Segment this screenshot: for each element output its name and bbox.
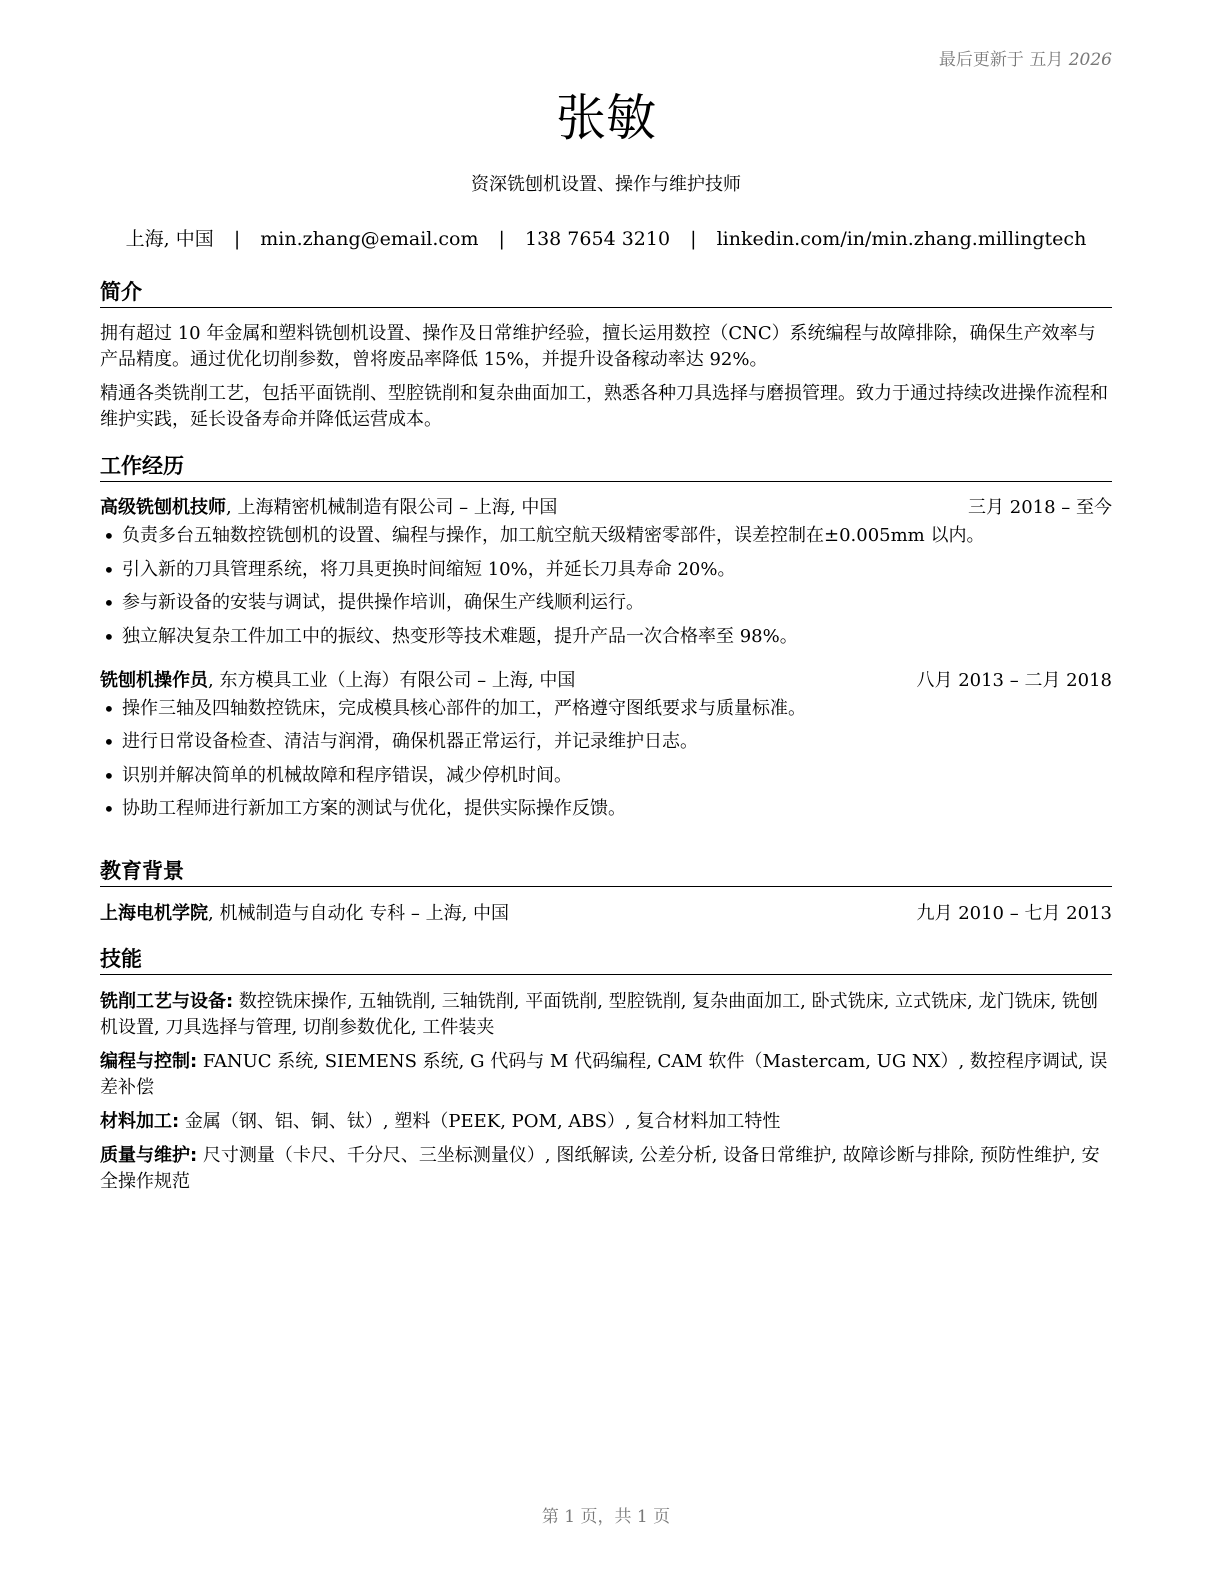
- job-bullet: • 参与新设备的安装与调试，提供操作培训，确保生产线顺利运行。: [100, 590, 1112, 616]
- contact-location: 上海, 中国: [125, 228, 214, 250]
- job-role: 铣刨机操作员: [100, 669, 208, 691]
- job-bullet: • 识别并解决简单的机械故障和程序错误，减少停机时间。: [100, 763, 1112, 789]
- job-header: [100, 668, 1112, 694]
- job-entry: [100, 495, 1112, 650]
- contact-separator: |: [498, 228, 505, 250]
- job-bullet: • 负责多台五轴数控铣刨机的设置、编程与操作，加工航空航天级精密零部件，误差控制在±0.005mm 以内。: [100, 523, 1112, 549]
- skill-group-text: 尺寸测量（卡尺、千分尺、三坐标测量仪）, 图纸解读, 公差分析, 设备日常维护, 故障诊断与排除, 预防性维护, 安全操作规范: [100, 1145, 1100, 1192]
- summary-paragraph: 精通各类铣削工艺，包括平面铣削、型腔铣削和复杂曲面加工，熟悉各种刀具选择与磨损管理。致力于通过持续改进操作流程和维护实践，延长设备寿命并降低运营成本。: [100, 383, 1108, 430]
- skill-group-label: 编程与控制:: [100, 1051, 198, 1072]
- last-updated: [939, 45, 1112, 70]
- education-school: 上海电机学院: [100, 903, 208, 924]
- skills-title: 技能: [100, 944, 1112, 975]
- contact-separator: |: [690, 228, 697, 250]
- job-dates: 八月 2013 – 二月 2018: [916, 669, 1112, 691]
- job-title-line: [100, 668, 575, 694]
- job-company: , 上海精密机械制造有限公司 – 上海, 中国: [226, 497, 558, 518]
- candidate-headline: 资深铣刨机设置、操作与维护技师: [471, 174, 741, 195]
- job-bullet: • 协助工程师进行新加工方案的测试与优化，提供实际操作反馈。: [100, 796, 1112, 822]
- skill-group-text: 数控铣床操作, 五轴铣削, 三轴铣削, 平面铣削, 型腔铣削, 复杂曲面加工, 卧式铣床, 立式铣床, 龙门铣床, 铣刨机设置, 刀具选择与管理, 切削参数优化, 工件装夹: [100, 991, 1098, 1038]
- skills-section: [100, 944, 1112, 1195]
- job-title-line: [100, 495, 557, 521]
- education-title: 教育背景: [100, 856, 1112, 887]
- last-updated-label: 最后更新于 五月: [938, 50, 1064, 70]
- summary-paragraph: 拥有超过 10 年金属和塑料铣刨机设置、操作及日常维护经验，擅长运用数控（CNC）系统编程与故障排除，确保生产效率与产品精度。通过优化切削参数，曾将废品率降低 15%，并提升设备稼动率达 92%。: [100, 323, 1096, 370]
- job-bullet: • 进行日常设备检查、清洁与润滑，确保机器正常运行，并记录维护日志。: [100, 729, 1112, 755]
- job-dates: 三月 2018 – 至今: [968, 497, 1112, 518]
- last-updated-year: 2026: [1068, 50, 1112, 70]
- education-line: [100, 901, 509, 927]
- contact-separator: |: [233, 228, 241, 250]
- skill-group-text: 金属（钢、铝、铜、钛）, 塑料（PEEK, POM, ABS）, 复合材料加工特性: [179, 1111, 781, 1132]
- skill-group-label: 铣削工艺与设备:: [100, 991, 234, 1012]
- skill-group-text: FANUC 系统, SIEMENS 系统, G 代码与 M 代码编程, CAM 软件（Mastercam, UG NX）, 数控程序调试, 误差补偿: [100, 1051, 1108, 1098]
- resume-page: [100, 0, 1112, 1584]
- contact-phone: 138 7654 3210: [525, 228, 671, 250]
- job-header: [100, 495, 1112, 521]
- experience-title: 工作经历: [100, 451, 1112, 482]
- job-bullets: [100, 523, 1112, 650]
- education-dates: 九月 2010 – 七月 2013: [916, 903, 1112, 924]
- job-bullet: • 独立解决复杂工件加工中的振纹、热变形等技术难题，提升产品一次合格率至 98%。: [100, 624, 1112, 650]
- contact-email[interactable]: min.zhang@email.com: [260, 228, 479, 250]
- summary-section: [100, 277, 1112, 433]
- candidate-name: 张敏: [556, 89, 656, 147]
- job-bullet: • 操作三轴及四轴数控铣床，完成模具核心部件的加工，严格遵守图纸要求与质量标准。: [100, 696, 1112, 722]
- page-footer: 第 1 页，共 1 页: [541, 1507, 671, 1527]
- contact-linkedin[interactable]: linkedin.com/in/min.zhang.millingtech: [716, 228, 1087, 250]
- job-company: , 东方模具工业（上海）有限公司 – 上海, 中国: [208, 669, 576, 691]
- experience-section: [100, 451, 1112, 830]
- education-entry: [100, 901, 1112, 927]
- job-role: 高级铣刨机技师: [100, 497, 226, 518]
- skill-group: [100, 989, 1112, 1041]
- education-detail: , 机械制造与自动化 专科 – 上海, 中国: [208, 903, 510, 924]
- summary-title: 简介: [100, 277, 1112, 308]
- contact-line: [100, 224, 1112, 251]
- job-entry: [100, 668, 1112, 823]
- skill-group: [100, 1109, 1112, 1135]
- skill-group-label: 质量与维护:: [100, 1145, 198, 1166]
- skill-group: [100, 1143, 1112, 1195]
- job-bullets: [100, 696, 1112, 823]
- skill-group-label: 材料加工:: [100, 1111, 180, 1132]
- skill-group: [100, 1049, 1112, 1101]
- job-bullet: • 引入新的刀具管理系统，将刀具更换时间缩短 10%，并延长刀具寿命 20%。: [100, 557, 1112, 583]
- education-section: [100, 856, 1112, 927]
